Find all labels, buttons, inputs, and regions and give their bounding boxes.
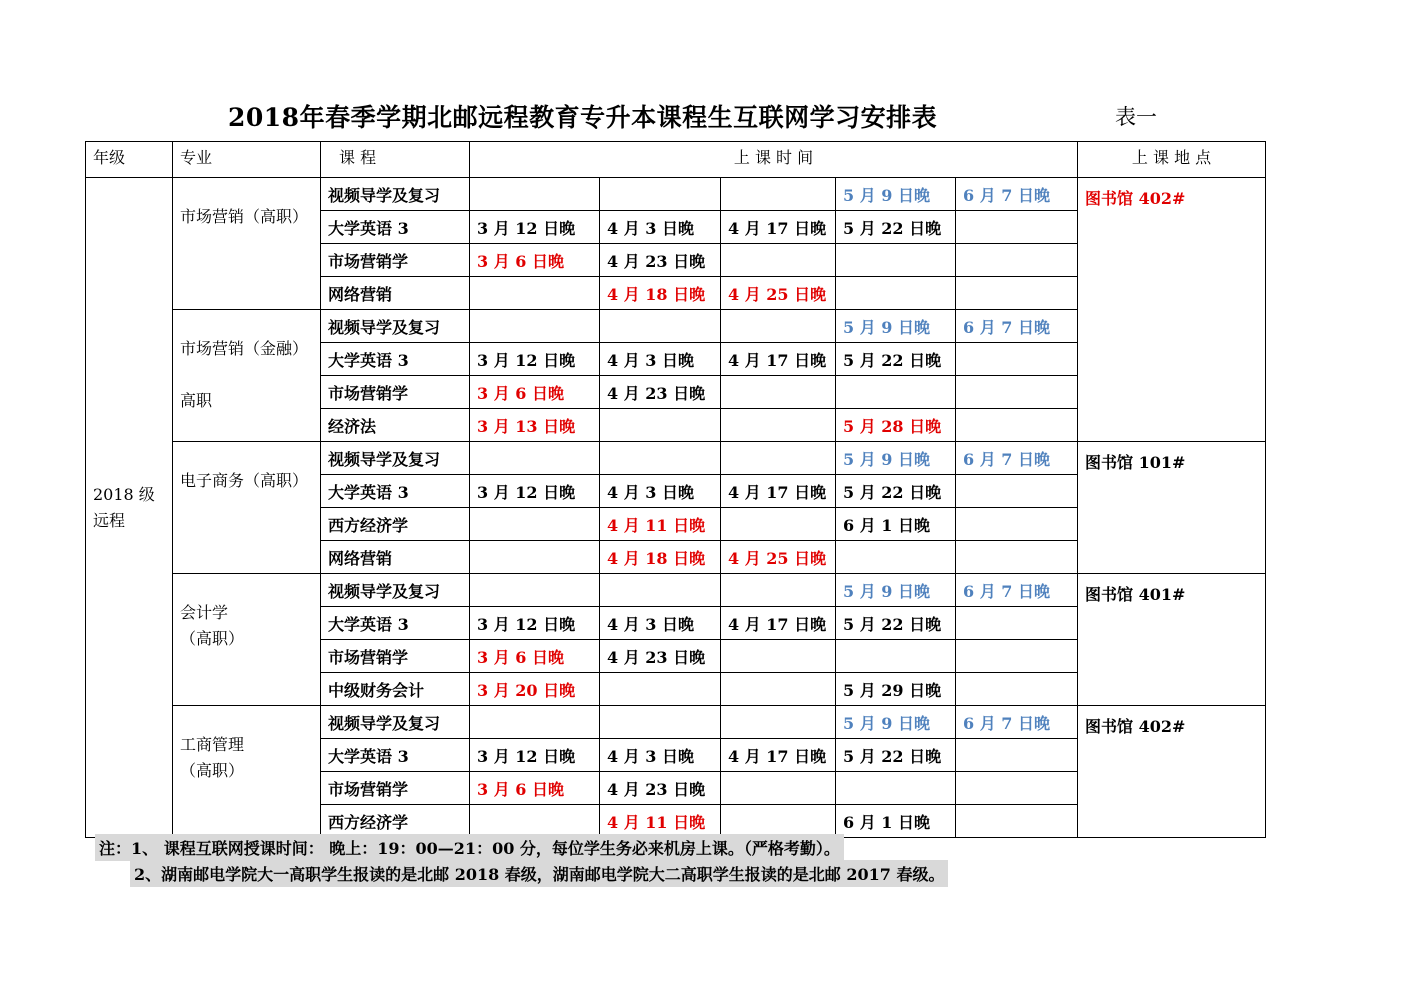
time-cell (721, 178, 836, 211)
time-cell (836, 244, 956, 277)
table-tag: 表一 (1115, 105, 1157, 129)
time-cell (600, 310, 721, 343)
course-cell: 市场营销学 (321, 244, 470, 277)
time-cell (956, 244, 1078, 277)
time-cell (600, 673, 721, 706)
time-cell: 4 月 17 日晚 (721, 739, 836, 772)
course-cell: 视频导学及复习 (321, 706, 470, 739)
location-cell: 图书馆 101# (1078, 442, 1266, 574)
time-cell (470, 442, 600, 475)
time-cell: 6 月 1 日晚 (836, 805, 956, 838)
time-cell (470, 178, 600, 211)
time-cell: 3 月 6 日晚 (470, 376, 600, 409)
location-cell: 图书馆 402# (1078, 706, 1266, 838)
header-grade: 年级 (86, 142, 173, 178)
table-header-row (86, 142, 1266, 178)
time-cell (470, 574, 600, 607)
time-cell (721, 508, 836, 541)
time-cell: 4 月 17 日晚 (721, 211, 836, 244)
time-cell: 3 月 20 日晚 (470, 673, 600, 706)
header-course: 课 程 (321, 142, 470, 178)
time-cell (956, 541, 1078, 574)
time-cell: 4 月 3 日晚 (600, 475, 721, 508)
time-cell (721, 409, 836, 442)
header-location: 上 课 地 点 (1078, 142, 1266, 178)
time-cell: 3 月 12 日晚 (470, 607, 600, 640)
time-cell: 3 月 12 日晚 (470, 475, 600, 508)
table-row (86, 574, 1266, 607)
time-cell: 5 月 22 日晚 (836, 343, 956, 376)
course-cell: 网络营销 (321, 277, 470, 310)
location-cell: 图书馆 401# (1078, 574, 1266, 706)
time-cell: 4 月 18 日晚 (600, 277, 721, 310)
time-cell (836, 640, 956, 673)
time-cell: 3 月 12 日晚 (470, 739, 600, 772)
time-cell: 4 月 25 日晚 (721, 277, 836, 310)
time-cell: 6 月 7 日晚 (956, 178, 1078, 211)
time-cell (721, 574, 836, 607)
time-cell (956, 508, 1078, 541)
time-cell (600, 409, 721, 442)
time-cell: 6 月 7 日晚 (956, 310, 1078, 343)
note-2: 2、湖南邮电学院大一高职学生报读的是北邮 2018 春级，湖南邮电学院大二高职学生报读的是北邮 2017 春级。 (130, 860, 948, 887)
time-cell (721, 310, 836, 343)
time-cell (956, 640, 1078, 673)
time-cell (470, 541, 600, 574)
major-cell: 市场营销（高职） (173, 178, 321, 310)
time-cell: 4 月 3 日晚 (600, 343, 721, 376)
page-title: 2018年春季学期北邮远程教育专升本课程生互联网学习安排表 (228, 103, 938, 132)
time-cell: 4 月 25 日晚 (721, 541, 836, 574)
time-cell: 4 月 23 日晚 (600, 376, 721, 409)
time-cell (721, 640, 836, 673)
time-cell: 4 月 11 日晚 (600, 805, 721, 838)
time-cell (956, 772, 1078, 805)
grade-cell: 2018 级 远程 (86, 178, 173, 838)
course-cell: 大学英语 3 (321, 475, 470, 508)
time-cell: 4 月 23 日晚 (600, 640, 721, 673)
course-cell: 西方经济学 (321, 805, 470, 838)
course-cell: 视频导学及复习 (321, 442, 470, 475)
time-cell (721, 244, 836, 277)
time-cell: 4 月 17 日晚 (721, 343, 836, 376)
time-cell (721, 772, 836, 805)
time-cell (600, 442, 721, 475)
major-cell: 工商管理 （高职） (173, 706, 321, 838)
time-cell: 6 月 7 日晚 (956, 574, 1078, 607)
time-cell (470, 310, 600, 343)
time-cell (956, 376, 1078, 409)
time-cell (721, 376, 836, 409)
time-cell: 4 月 3 日晚 (600, 607, 721, 640)
course-cell: 视频导学及复习 (321, 574, 470, 607)
time-cell (836, 376, 956, 409)
time-cell: 5 月 22 日晚 (836, 475, 956, 508)
time-cell (836, 277, 956, 310)
time-cell (470, 508, 600, 541)
course-cell: 视频导学及复习 (321, 310, 470, 343)
note-1: 注：1、 课程互联网授课时间： 晚上：19：00—21：00 分，每位学生务必来机房上课。（严格考勤）。 (95, 834, 844, 861)
time-cell (956, 409, 1078, 442)
header-major: 专业 (173, 142, 321, 178)
time-cell: 5 月 22 日晚 (836, 211, 956, 244)
time-cell (956, 343, 1078, 376)
time-cell (956, 805, 1078, 838)
time-cell (470, 706, 600, 739)
course-cell: 视频导学及复习 (321, 178, 470, 211)
time-cell: 6 月 1 日晚 (836, 508, 956, 541)
header-time: 上 课 时 间 (470, 142, 1078, 178)
time-cell (956, 739, 1078, 772)
time-cell: 4 月 3 日晚 (600, 739, 721, 772)
time-cell: 4 月 11 日晚 (600, 508, 721, 541)
course-cell: 经济法 (321, 409, 470, 442)
course-cell: 网络营销 (321, 541, 470, 574)
time-cell: 5 月 28 日晚 (836, 409, 956, 442)
course-cell: 大学英语 3 (321, 211, 470, 244)
time-cell: 4 月 3 日晚 (600, 211, 721, 244)
time-cell: 3 月 6 日晚 (470, 772, 600, 805)
course-cell: 市场营销学 (321, 772, 470, 805)
major-cell: 电子商务（高职） (173, 442, 321, 574)
time-cell: 6 月 7 日晚 (956, 706, 1078, 739)
time-cell (470, 805, 600, 838)
time-cell: 4 月 17 日晚 (721, 475, 836, 508)
time-cell (836, 541, 956, 574)
course-cell: 中级财务会计 (321, 673, 470, 706)
time-cell (600, 574, 721, 607)
time-cell: 3 月 12 日晚 (470, 343, 600, 376)
course-cell: 市场营销学 (321, 376, 470, 409)
time-cell: 4 月 18 日晚 (600, 541, 721, 574)
time-cell: 5 月 9 日晚 (836, 310, 956, 343)
table-row (86, 442, 1266, 475)
course-cell: 西方经济学 (321, 508, 470, 541)
course-cell: 市场营销学 (321, 640, 470, 673)
time-cell: 5 月 9 日晚 (836, 574, 956, 607)
time-cell (470, 277, 600, 310)
time-cell: 5 月 22 日晚 (836, 607, 956, 640)
table-row (86, 178, 1266, 211)
time-cell (956, 211, 1078, 244)
location-cell: 图书馆 402# (1078, 178, 1266, 442)
time-cell: 4 月 23 日晚 (600, 244, 721, 277)
time-cell: 6 月 7 日晚 (956, 442, 1078, 475)
time-cell: 3 月 13 日晚 (470, 409, 600, 442)
time-cell (956, 475, 1078, 508)
time-cell: 3 月 6 日晚 (470, 640, 600, 673)
time-cell (956, 607, 1078, 640)
time-cell (721, 673, 836, 706)
time-cell: 5 月 9 日晚 (836, 706, 956, 739)
course-cell: 大学英语 3 (321, 739, 470, 772)
time-cell (956, 277, 1078, 310)
time-cell (956, 673, 1078, 706)
time-cell (836, 772, 956, 805)
time-cell: 5 月 29 日晚 (836, 673, 956, 706)
major-cell: 市场营销（金融） 高职 (173, 310, 321, 442)
table-row (86, 706, 1266, 739)
time-cell: 3 月 12 日晚 (470, 211, 600, 244)
time-cell (721, 805, 836, 838)
time-cell: 4 月 23 日晚 (600, 772, 721, 805)
course-cell: 大学英语 3 (321, 343, 470, 376)
time-cell: 4 月 17 日晚 (721, 607, 836, 640)
time-cell (600, 178, 721, 211)
time-cell: 5 月 9 日晚 (836, 442, 956, 475)
schedule-table (85, 141, 1266, 838)
major-cell: 会计学 （高职） (173, 574, 321, 706)
time-cell (721, 442, 836, 475)
time-cell: 5 月 22 日晚 (836, 739, 956, 772)
time-cell (721, 706, 836, 739)
time-cell: 5 月 9 日晚 (836, 178, 956, 211)
course-cell: 大学英语 3 (321, 607, 470, 640)
time-cell: 3 月 6 日晚 (470, 244, 600, 277)
time-cell (600, 706, 721, 739)
